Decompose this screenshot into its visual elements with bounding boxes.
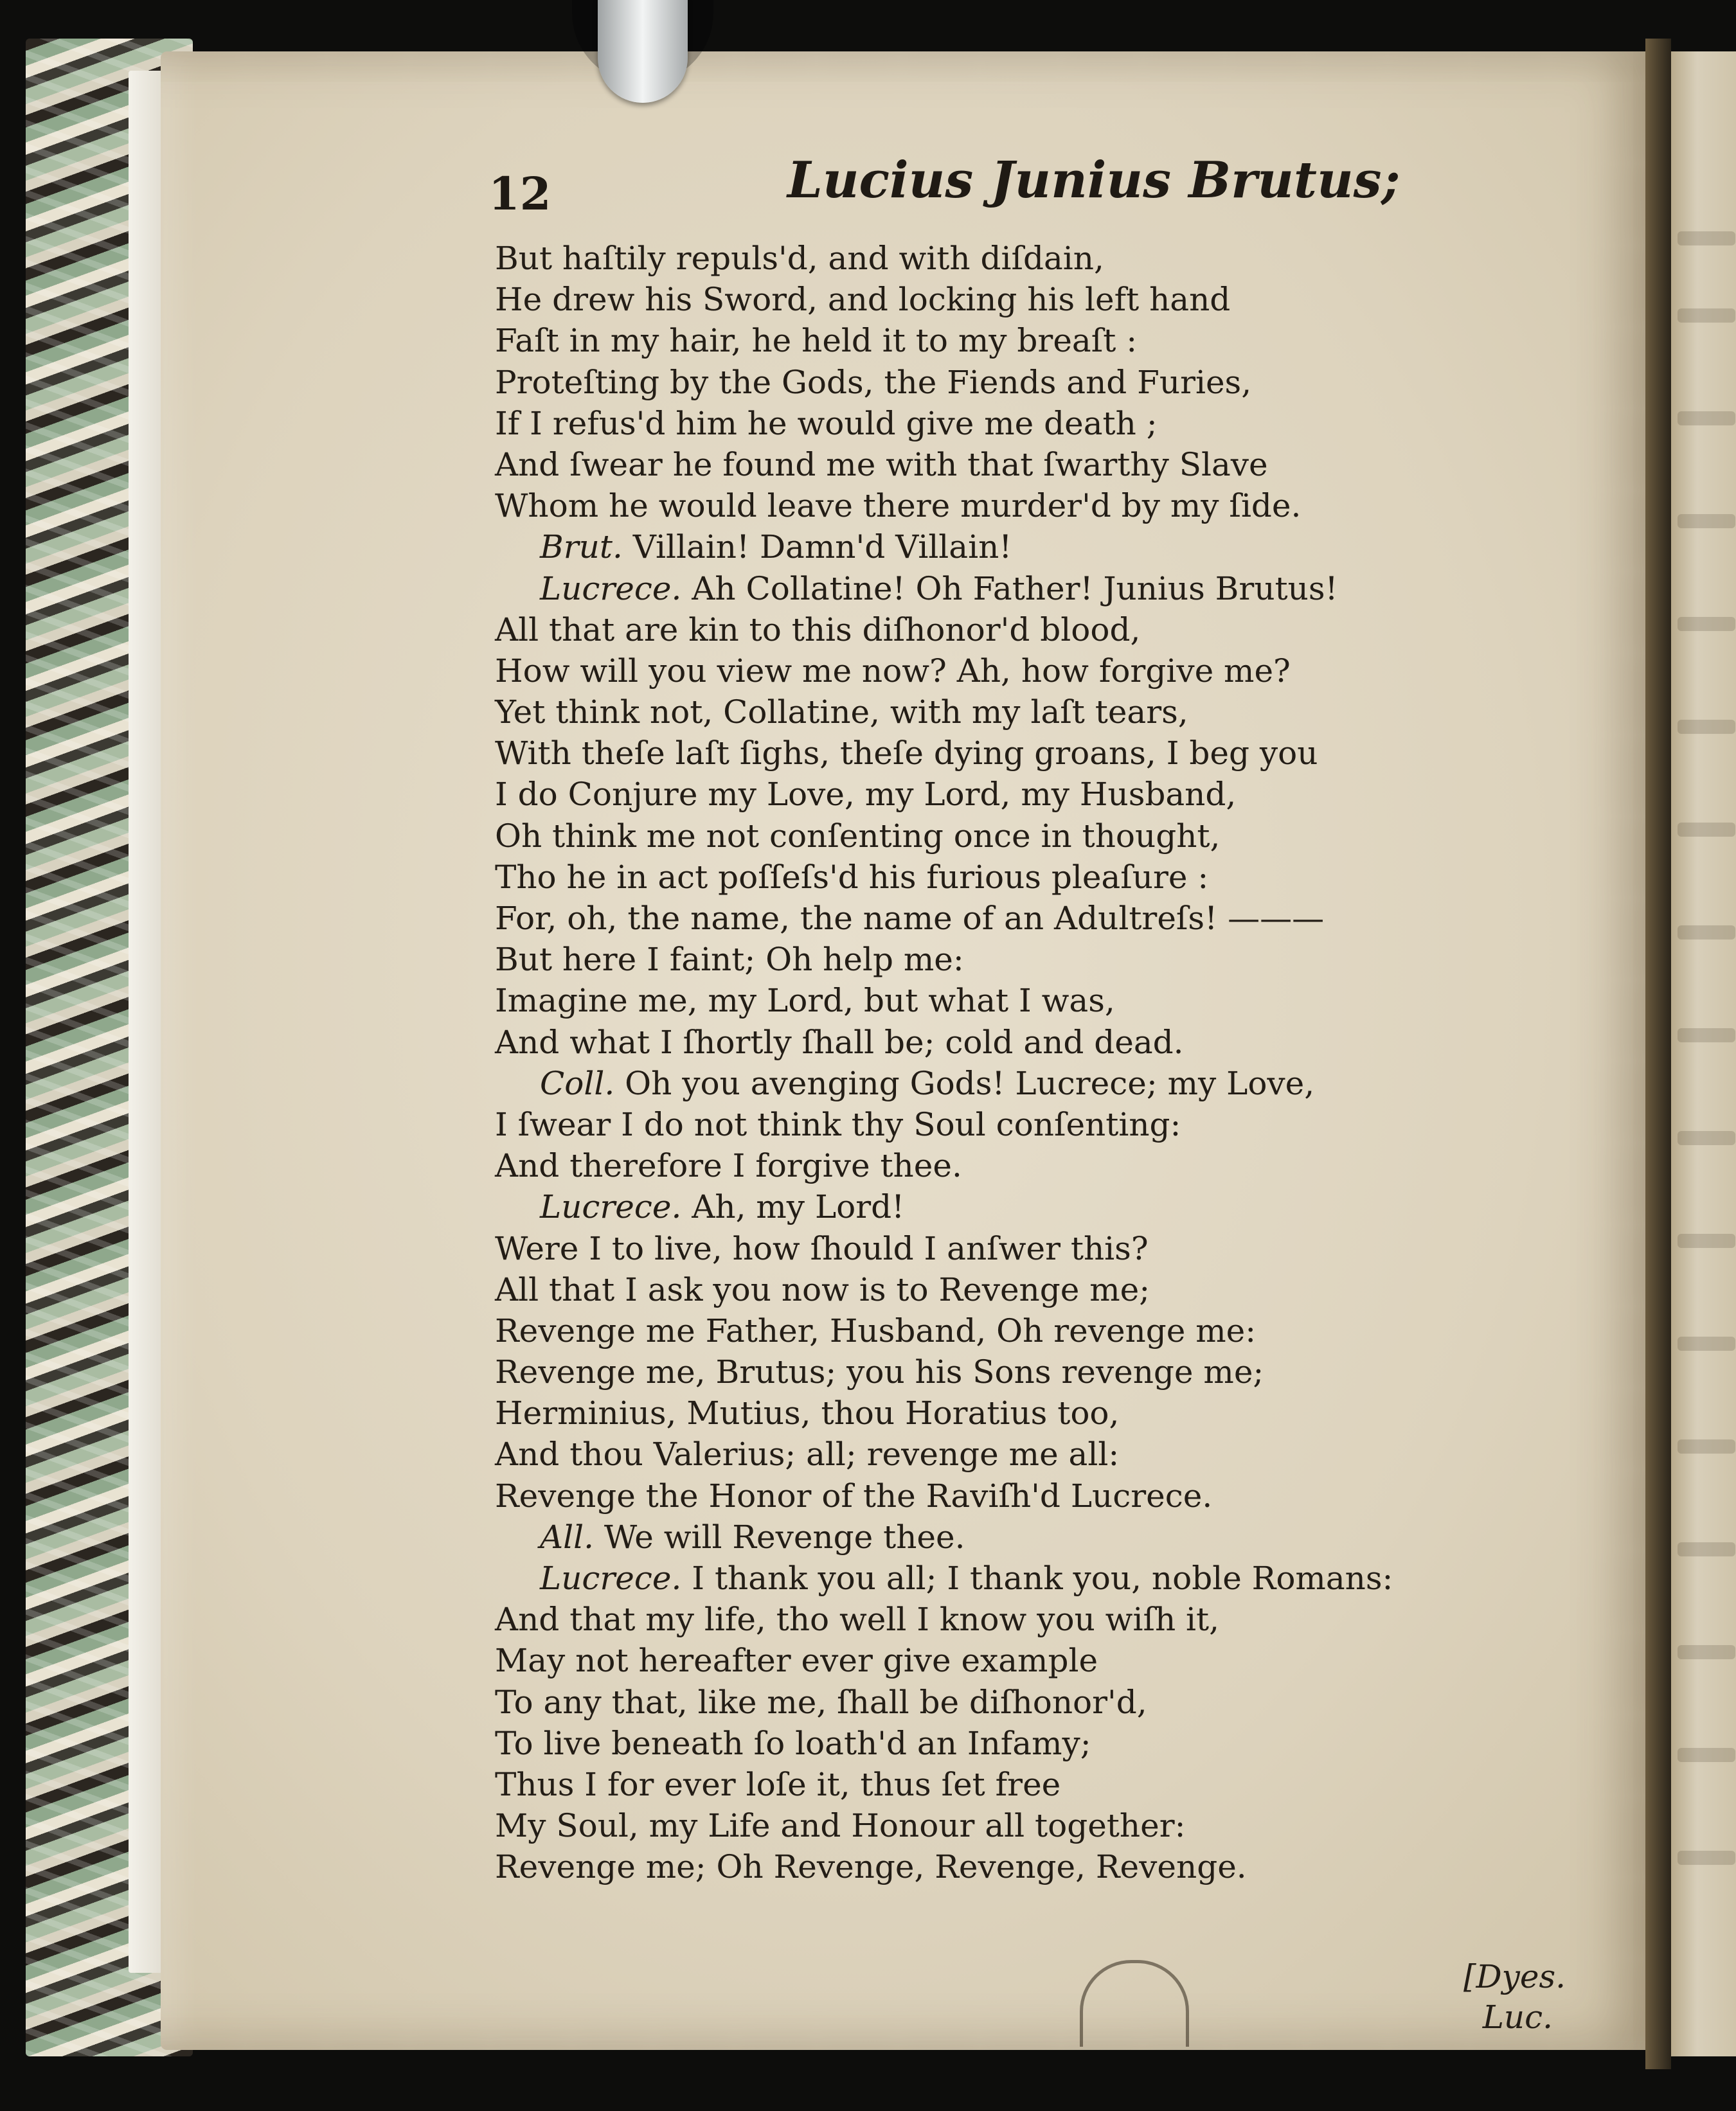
text-line <box>495 362 1393 403</box>
line-text: But haſtily repuls'd, and with diſdain, <box>495 240 1104 277</box>
line-text: With theſe laſt ſighs, theſe dying groans, I beg you <box>495 735 1318 772</box>
line-text: I thank you all; I thank you, noble Romans: <box>692 1560 1393 1597</box>
line-text: And ſwear he found me with that ſwarthy Slave <box>495 445 1268 483</box>
line-text: Proteſting by the Gods, the Fiends and Furies, <box>495 363 1252 401</box>
text-line <box>495 403 1393 444</box>
line-text: Faſt in my hair, he held it to my breaſt : <box>495 322 1138 360</box>
metal-clip <box>598 0 688 103</box>
speaker-name: Lucrece. <box>540 1188 682 1226</box>
line-text: To any that, like me, ſhall be diſhonor'd, <box>495 1683 1147 1721</box>
text-line <box>495 1145 1393 1186</box>
text-line <box>495 1104 1393 1145</box>
text-line <box>495 1599 1393 1640</box>
line-text: Oh think me not conſenting once in thought, <box>495 817 1221 855</box>
line-text: If I refus'd him he would give me death ; <box>495 404 1158 442</box>
line-text: I ſwear I do not think thy Soul conſenting: <box>495 1105 1181 1143</box>
text-line <box>495 609 1393 650</box>
text-line <box>495 444 1393 485</box>
text-line <box>495 526 1393 567</box>
text-line <box>495 857 1393 898</box>
text-line <box>495 691 1393 733</box>
text-line <box>495 1269 1393 1310</box>
text-line <box>495 238 1393 279</box>
speaker-name: All. <box>540 1518 594 1556</box>
running-head: Lucius Junius Brutus; <box>787 151 1400 209</box>
line-text: Yet think not, Collatine, with my laſt tears, <box>495 693 1188 731</box>
text-line <box>495 1434 1393 1475</box>
text-line <box>495 320 1393 361</box>
line-text: And therefore I forgive thee. <box>495 1147 962 1185</box>
line-text: For, oh, the name, the name of an Adultreſs! ——— <box>495 900 1325 937</box>
text-line <box>495 1764 1393 1805</box>
line-text: Revenge me Father, Husband, Oh revenge me: <box>495 1312 1257 1349</box>
text-line <box>495 1805 1393 1846</box>
line-text: Revenge the Honor of the Raviſh'd Lucrece. <box>495 1477 1213 1515</box>
text-line <box>495 1022 1393 1063</box>
speaker-name: Lucrece. <box>540 1560 682 1597</box>
text-line <box>495 939 1393 980</box>
page-number: 12 <box>488 167 551 220</box>
catchword: Luc. <box>1482 1999 1553 2036</box>
line-text: Tho he in act poſſeſs'd his furious pleaſure : <box>495 858 1209 896</box>
stage-direction: [Dyes. <box>1463 1958 1566 1995</box>
line-text: To live beneath ſo loath'd an Infamy; <box>495 1724 1091 1762</box>
facing-page-edge <box>1671 51 1736 2056</box>
line-text: And thou Valerius; all; revenge me all: <box>495 1436 1120 1474</box>
line-text: Whom he would leave there murder'd by my ſide. <box>495 487 1302 525</box>
line-text: My Soul, my Life and Honour all together: <box>495 1807 1186 1845</box>
line-text: But here I faint; Oh help me: <box>495 941 964 979</box>
text-line <box>495 774 1393 815</box>
text-line <box>495 1186 1393 1227</box>
text-line <box>495 1640 1393 1681</box>
text-line <box>495 568 1393 609</box>
speaker-name: Brut. <box>540 528 623 566</box>
text-line <box>495 980 1393 1021</box>
line-text: Villain! Damn'd Villain! <box>632 528 1012 566</box>
line-text: Oh you avenging Gods! Lucrece; my Love, <box>625 1064 1315 1102</box>
line-text: Revenge me; Oh Revenge, Revenge, Revenge. <box>495 1848 1247 1886</box>
text-line <box>495 1558 1393 1599</box>
text-line <box>495 1846 1393 1887</box>
line-text: And that my life, tho well I know you wiſh it, <box>495 1601 1220 1639</box>
speaker-name: Lucrece. <box>540 569 682 607</box>
text-line <box>495 1475 1393 1517</box>
text-line <box>495 1351 1393 1393</box>
line-text: All that are kin to this diſhonor'd blood, <box>495 610 1141 648</box>
text-line <box>495 1228 1393 1269</box>
line-text: Thus I for ever loſe it, thus ſet free <box>495 1765 1061 1803</box>
text-line <box>495 1517 1393 1558</box>
line-text: And what I ſhortly ſhall be; cold and dead. <box>495 1023 1184 1061</box>
line-text: How will you view me now? Ah, how forgive me? <box>495 652 1291 690</box>
text-line <box>495 485 1393 526</box>
text-line <box>495 815 1393 857</box>
line-text: Ah Collatine! Oh Father! Junius Brutus! <box>692 569 1338 607</box>
text-line <box>495 650 1393 691</box>
line-text: Herminius, Mutius, thou Horatius too, <box>495 1394 1120 1432</box>
text-line <box>495 1063 1393 1104</box>
text-line <box>495 1310 1393 1351</box>
line-text: Ah, my Lord! <box>692 1188 905 1226</box>
speaker-name: Coll. <box>540 1064 615 1102</box>
line-text: Were I to live, how ſhould I anſwer this? <box>495 1229 1149 1267</box>
text-line <box>495 1723 1393 1764</box>
line-text: Imagine me, my Lord, but what I was, <box>495 982 1115 1020</box>
line-text: I do Conjure my Love, my Lord, my Husband, <box>495 776 1237 814</box>
line-text: We will Revenge thee. <box>604 1518 965 1556</box>
book-gutter <box>1645 39 1671 2069</box>
verse-text <box>495 238 1393 1888</box>
text-line <box>495 1393 1393 1434</box>
line-text: All that I ask you now is to Revenge me; <box>495 1270 1150 1308</box>
line-text: He drew his Sword, and locking his left hand <box>495 281 1231 319</box>
line-text: Revenge me, Brutus; you his Sons revenge me; <box>495 1353 1264 1391</box>
line-text: May not hereafter ever give example <box>495 1642 1098 1680</box>
text-line <box>495 733 1393 774</box>
text-line <box>495 279 1393 320</box>
text-line <box>495 898 1393 939</box>
text-line <box>495 1682 1393 1723</box>
